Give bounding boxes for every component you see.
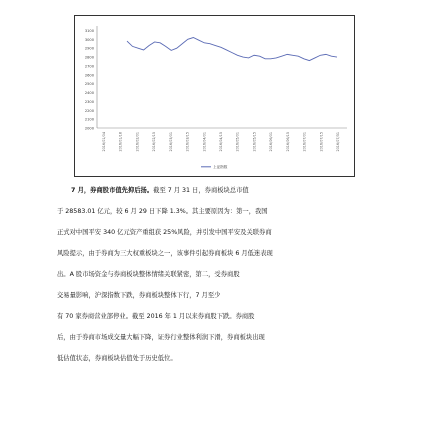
paragraph-lead-2: 券商股市值先抑后扬。 <box>90 187 154 194</box>
paragraph-line <box>57 306 357 327</box>
paragraph-text: 有 70 家券商营业部停业。截至 2016 年 1 月以来券商股下跌。券商股 <box>57 313 255 320</box>
paragraph-line <box>57 243 357 264</box>
y-tick-label: 2700 <box>84 64 94 69</box>
y-tick-label: 2100 <box>84 117 94 122</box>
x-tick-label: 2016/04/01 <box>202 132 207 152</box>
y-tick-label: 2400 <box>84 91 94 96</box>
series-line <box>127 38 337 61</box>
y-tick-label: 2300 <box>84 99 94 104</box>
x-tick-label: 2016/05/15 <box>252 132 257 152</box>
x-tick-label: 2016/01/18 <box>118 132 123 152</box>
y-tick-label: 3000 <box>84 37 94 42</box>
paragraph-text: 交易量影响，沪深指数下跌，券商板块整体下行，7 月至少 <box>57 292 221 299</box>
paragraph-line <box>57 264 357 285</box>
legend-label: 上证指数 <box>213 165 228 169</box>
x-tick-label: 2016/02/01 <box>135 132 140 152</box>
x-tick-label: 2016/02/15 <box>152 132 157 152</box>
paragraph-text: 后，由于券商市场成交量大幅下降，证券行业整体利润下滑，券商板块出现 <box>57 334 265 341</box>
x-tick-label: 2016/04/15 <box>219 132 223 152</box>
paragraph-lead: 7 月， <box>71 187 91 194</box>
paragraph-text: 截至 7 月 31 日，券商板块总市值 <box>153 187 249 194</box>
x-tick-label: 2016/03/15 <box>185 132 190 152</box>
x-tick-label: 2016/06/15 <box>285 132 290 152</box>
chart-container <box>74 15 355 177</box>
x-tick-label: 2016/01/04 <box>102 132 106 152</box>
x-tick-label: 2016/07/31 <box>336 132 340 152</box>
y-tick-label: 2800 <box>84 55 94 60</box>
y-tick-label: 2900 <box>84 46 94 51</box>
line-chart <box>75 16 356 178</box>
body-paragraph <box>57 180 357 369</box>
y-tick-label: 2000 <box>84 126 94 131</box>
x-tick-label: 2016/07/01 <box>302 132 307 152</box>
paragraph-text: 风险提示，由于券商为三大权重板块之一，该事件引起券商板块 6 月低迷表现 <box>57 250 273 257</box>
paragraph-line <box>57 285 357 306</box>
x-tick-label: 2016/03/01 <box>168 132 173 152</box>
y-tick-label: 2500 <box>84 82 94 87</box>
y-tick-label: 2200 <box>84 108 94 113</box>
paragraph-line <box>57 348 357 369</box>
y-tick-label: 3100 <box>84 28 94 33</box>
paragraph-line <box>57 180 357 201</box>
x-tick-label: 2016/05/01 <box>235 132 240 152</box>
paragraph-line <box>57 327 357 348</box>
x-tick-label: 2016/07/15 <box>319 131 324 152</box>
paragraph-text: 于 28583.01 亿元，较 6 月 29 日下降 1.3%。其主要原因为：第一，我国 <box>57 208 268 215</box>
paragraph-line <box>57 222 357 243</box>
paragraph-line <box>57 201 357 222</box>
paragraph-text: 低估值状态，券商板块估值处于历史低位。 <box>57 355 177 362</box>
y-tick-label: 2600 <box>84 73 94 78</box>
paragraph-text: 出。A 股市场资金与券商板块整体情绪关联紧密，第二，受券商股 <box>57 271 240 278</box>
paragraph-text: 正式对中国平安 340 亿元资产重组获 25%风险，并引发中国平安及关联券商 <box>57 229 272 236</box>
x-tick-label: 2016/06/01 <box>269 132 274 152</box>
